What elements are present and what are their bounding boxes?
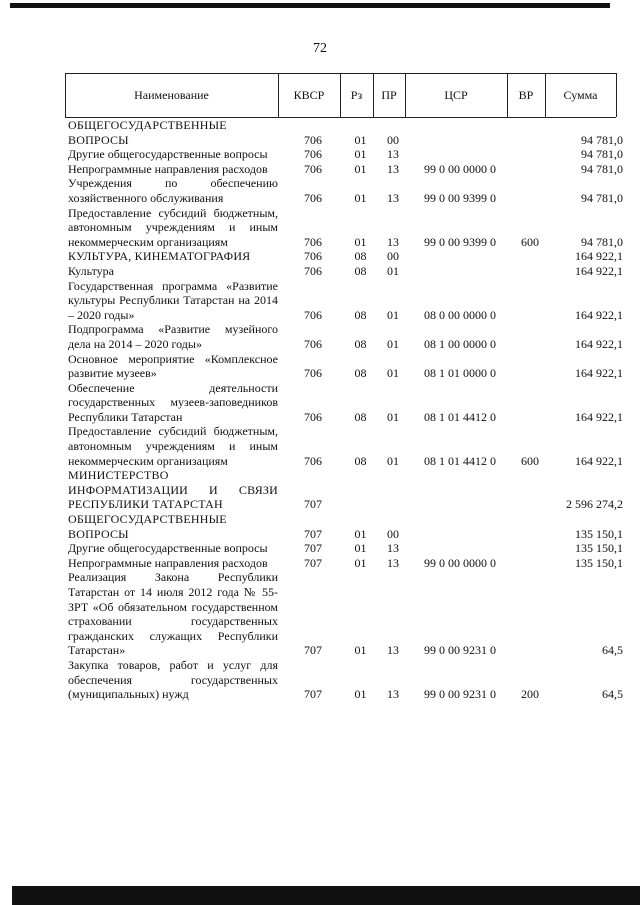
row-pr: 13 (387, 161, 399, 176)
table-row (65, 264, 637, 279)
row-vr (511, 249, 549, 264)
row-kvsr: 707 (304, 526, 322, 541)
row-name: Другие общегосударственные вопросы (68, 541, 268, 556)
row-vr: 600 (521, 453, 539, 468)
scan-border-top (10, 3, 610, 8)
header-sum: Сумма (563, 87, 598, 102)
row-vr: 200 (521, 687, 539, 702)
row-vr (511, 322, 549, 351)
row-pr: 13 (387, 643, 399, 658)
row-csr: 99 0 00 9399 0 (424, 234, 496, 249)
row-pr: 01 (387, 336, 399, 351)
row-name: Основное мероприятие «Комплексное развитие музеев» (68, 351, 278, 381)
row-sum: 164 922,1 (575, 453, 623, 468)
row-kvsr: 706 (304, 263, 322, 278)
row-vr (511, 352, 549, 381)
row-pr: 01 (387, 263, 399, 278)
row-vr (511, 279, 549, 323)
row-csr: 08 1 01 4412 0 (424, 409, 496, 424)
row-vr (511, 570, 549, 658)
row-pr: 13 (387, 190, 399, 205)
page-number: 72 (313, 41, 327, 56)
table-row (65, 570, 637, 658)
row-name: Другие общегосударственные вопросы (68, 147, 268, 162)
row-name: Культура (68, 263, 114, 278)
row-pr: 13 (387, 687, 399, 702)
row-rz: 01 (354, 190, 367, 205)
row-sum: 164 922,1 (575, 409, 623, 424)
row-name: Предоставление субсидий бюджетным, автономным учреждениям и иным некоммерческим организациям (68, 424, 278, 468)
row-vr (511, 512, 549, 541)
row-sum: 164 922,1 (575, 307, 623, 322)
table-row (65, 176, 637, 205)
row-kvsr: 706 (304, 234, 322, 249)
row-vr (511, 264, 549, 279)
row-vr: 600 (521, 234, 539, 249)
row-csr: 08 0 00 0000 0 (424, 307, 496, 322)
row-kvsr: 706 (304, 366, 322, 381)
row-name: ОБЩЕГОСУДАРСТВЕННЫЕ ВОПРОСЫ (68, 512, 227, 541)
row-sum: 94 781,0 (581, 132, 623, 147)
row-kvsr: 706 (304, 409, 322, 424)
row-sum: 94 781,0 (581, 161, 623, 176)
header-csr: ЦСР (444, 87, 468, 102)
table-row (65, 206, 637, 250)
row-vr (511, 381, 549, 425)
header-vr: ВР (518, 87, 534, 102)
row-kvsr: 707 (304, 555, 322, 570)
row-pr: 13 (387, 147, 399, 162)
table-row (65, 658, 637, 702)
row-pr: 13 (387, 555, 399, 570)
table-row (65, 162, 637, 177)
row-kvsr: 706 (304, 147, 322, 162)
row-kvsr: 706 (304, 336, 322, 351)
row-pr: 00 (387, 132, 399, 147)
header-pr: ПР (381, 87, 397, 102)
row-pr: 01 (387, 366, 399, 381)
row-sum: 135 150,1 (575, 541, 623, 556)
row-name: Учреждения по обеспечению хозяйственного обслуживания (68, 176, 278, 205)
row-sum: 2 596 274,2 (566, 497, 623, 512)
table-row (65, 468, 637, 512)
row-name: ОБЩЕГОСУДАРСТВЕННЫЕ ВОПРОСЫ (68, 118, 227, 147)
row-pr: 13 (387, 541, 399, 556)
table-row (65, 322, 637, 351)
row-rz: 01 (354, 147, 367, 162)
row-pr (377, 468, 409, 512)
row-pr: 01 (387, 307, 399, 322)
table-row (65, 352, 637, 381)
row-sum: 135 150,1 (575, 526, 623, 541)
row-pr: 00 (387, 249, 399, 264)
row-rz: 08 (354, 409, 367, 424)
row-csr: 99 0 00 0000 0 (424, 555, 496, 570)
row-kvsr: 706 (304, 307, 322, 322)
header-col-line (616, 73, 617, 117)
row-rz: 01 (354, 526, 367, 541)
row-csr (409, 249, 511, 264)
row-rz: 08 (354, 453, 367, 468)
row-rz (344, 468, 377, 512)
table-row (65, 279, 637, 323)
row-name: Непрограммные направления расходов (68, 555, 268, 570)
row-sum: 164 922,1 (575, 249, 623, 264)
row-kvsr: 706 (304, 132, 322, 147)
row-name: Подпрограмма «Развитие музейного дела на 2014 – 2020 годы» (68, 322, 278, 351)
row-name: Предоставление субсидий бюджетным, автономным учреждениям и иным некоммерческим организациям (68, 205, 278, 249)
row-csr (409, 468, 511, 512)
row-kvsr: 707 (304, 643, 322, 658)
row-name: Обеспечение деятельности государственных музеев-заповедников Республики Татарстан (68, 380, 278, 424)
row-vr (511, 556, 549, 571)
row-csr (409, 512, 511, 541)
row-kvsr: 707 (304, 497, 322, 512)
row-sum: 64,5 (602, 643, 623, 658)
row-csr: 08 1 01 4412 0 (424, 453, 496, 468)
scan-border-bottom (12, 886, 640, 905)
row-vr (511, 541, 549, 556)
row-sum: 94 781,0 (581, 147, 623, 162)
row-sum: 94 781,0 (581, 190, 623, 205)
row-name: Реализация Закона Республики Татарстан от 14 июля 2012 года № 55-ЗРТ «Об обязательном государственном страховании государственных гражданских служащих Республики Татарстан» (68, 570, 278, 658)
row-pr: 13 (387, 234, 399, 249)
row-kvsr: 706 (304, 453, 322, 468)
table-row (65, 147, 637, 162)
row-csr: 99 0 00 9231 0 (424, 643, 496, 658)
row-kvsr: 707 (304, 687, 322, 702)
row-csr: 99 0 00 0000 0 (424, 161, 496, 176)
row-rz: 08 (354, 307, 367, 322)
row-name: Закупка товаров, работ и услуг для обеспечения государственных (муниципальных) нужд (68, 657, 278, 702)
row-sum: 164 922,1 (575, 336, 623, 351)
table-row (65, 249, 637, 264)
row-vr (511, 118, 549, 147)
row-kvsr: 706 (304, 161, 322, 176)
row-kvsr: 706 (304, 249, 322, 264)
row-rz: 08 (354, 263, 367, 278)
row-rz: 01 (354, 555, 367, 570)
row-kvsr: 707 (304, 541, 322, 556)
row-name: МИНИСТЕРСТВО ИНФОРМАТИЗАЦИИ И СВЯЗИ РЕСПУБЛИКИ ТАТАРСТАН (68, 468, 278, 512)
row-rz: 01 (354, 541, 367, 556)
row-vr (511, 147, 549, 162)
row-rz: 08 (354, 366, 367, 381)
row-vr (511, 176, 549, 205)
row-pr: 01 (387, 409, 399, 424)
row-rz: 01 (354, 643, 367, 658)
row-rz: 01 (354, 132, 367, 147)
table-row (65, 424, 637, 468)
row-csr (409, 541, 511, 556)
row-name: Государственная программа «Развитие культуры Республики Татарстан на 2014 – 2020 годы» (68, 278, 278, 322)
table-row (65, 556, 637, 571)
row-csr: 99 0 00 9231 0 (424, 687, 496, 702)
row-kvsr: 706 (304, 190, 322, 205)
header-kvsr: КВСР (293, 87, 325, 102)
row-rz: 01 (354, 687, 367, 702)
table-row (65, 381, 637, 425)
header-name: Наименование (134, 87, 209, 102)
row-csr (409, 118, 511, 147)
table-row (65, 512, 637, 541)
row-sum: 164 922,1 (575, 366, 623, 381)
row-sum: 64,5 (602, 687, 623, 702)
row-name: Непрограммные направления расходов (68, 161, 268, 176)
row-sum: 135 150,1 (575, 555, 623, 570)
row-pr: 00 (387, 526, 399, 541)
row-csr: 08 1 01 0000 0 (424, 366, 496, 381)
row-csr (409, 264, 511, 279)
row-csr: 99 0 00 9399 0 (424, 190, 496, 205)
row-sum: 164 922,1 (575, 263, 623, 278)
row-vr (511, 162, 549, 177)
table-row (65, 541, 637, 556)
row-rz: 01 (354, 161, 367, 176)
row-csr: 08 1 00 0000 0 (424, 336, 496, 351)
row-rz: 01 (354, 234, 367, 249)
row-name: КУЛЬТУРА, КИНЕМАТОГРАФИЯ (68, 249, 251, 264)
row-csr (409, 147, 511, 162)
row-sum: 94 781,0 (581, 234, 623, 249)
table-row (65, 118, 637, 147)
row-rz: 08 (354, 249, 367, 264)
row-pr: 01 (387, 453, 399, 468)
row-rz: 08 (354, 336, 367, 351)
row-vr (511, 468, 549, 512)
header-rz: Рз (350, 87, 363, 102)
budget-table (65, 118, 637, 702)
